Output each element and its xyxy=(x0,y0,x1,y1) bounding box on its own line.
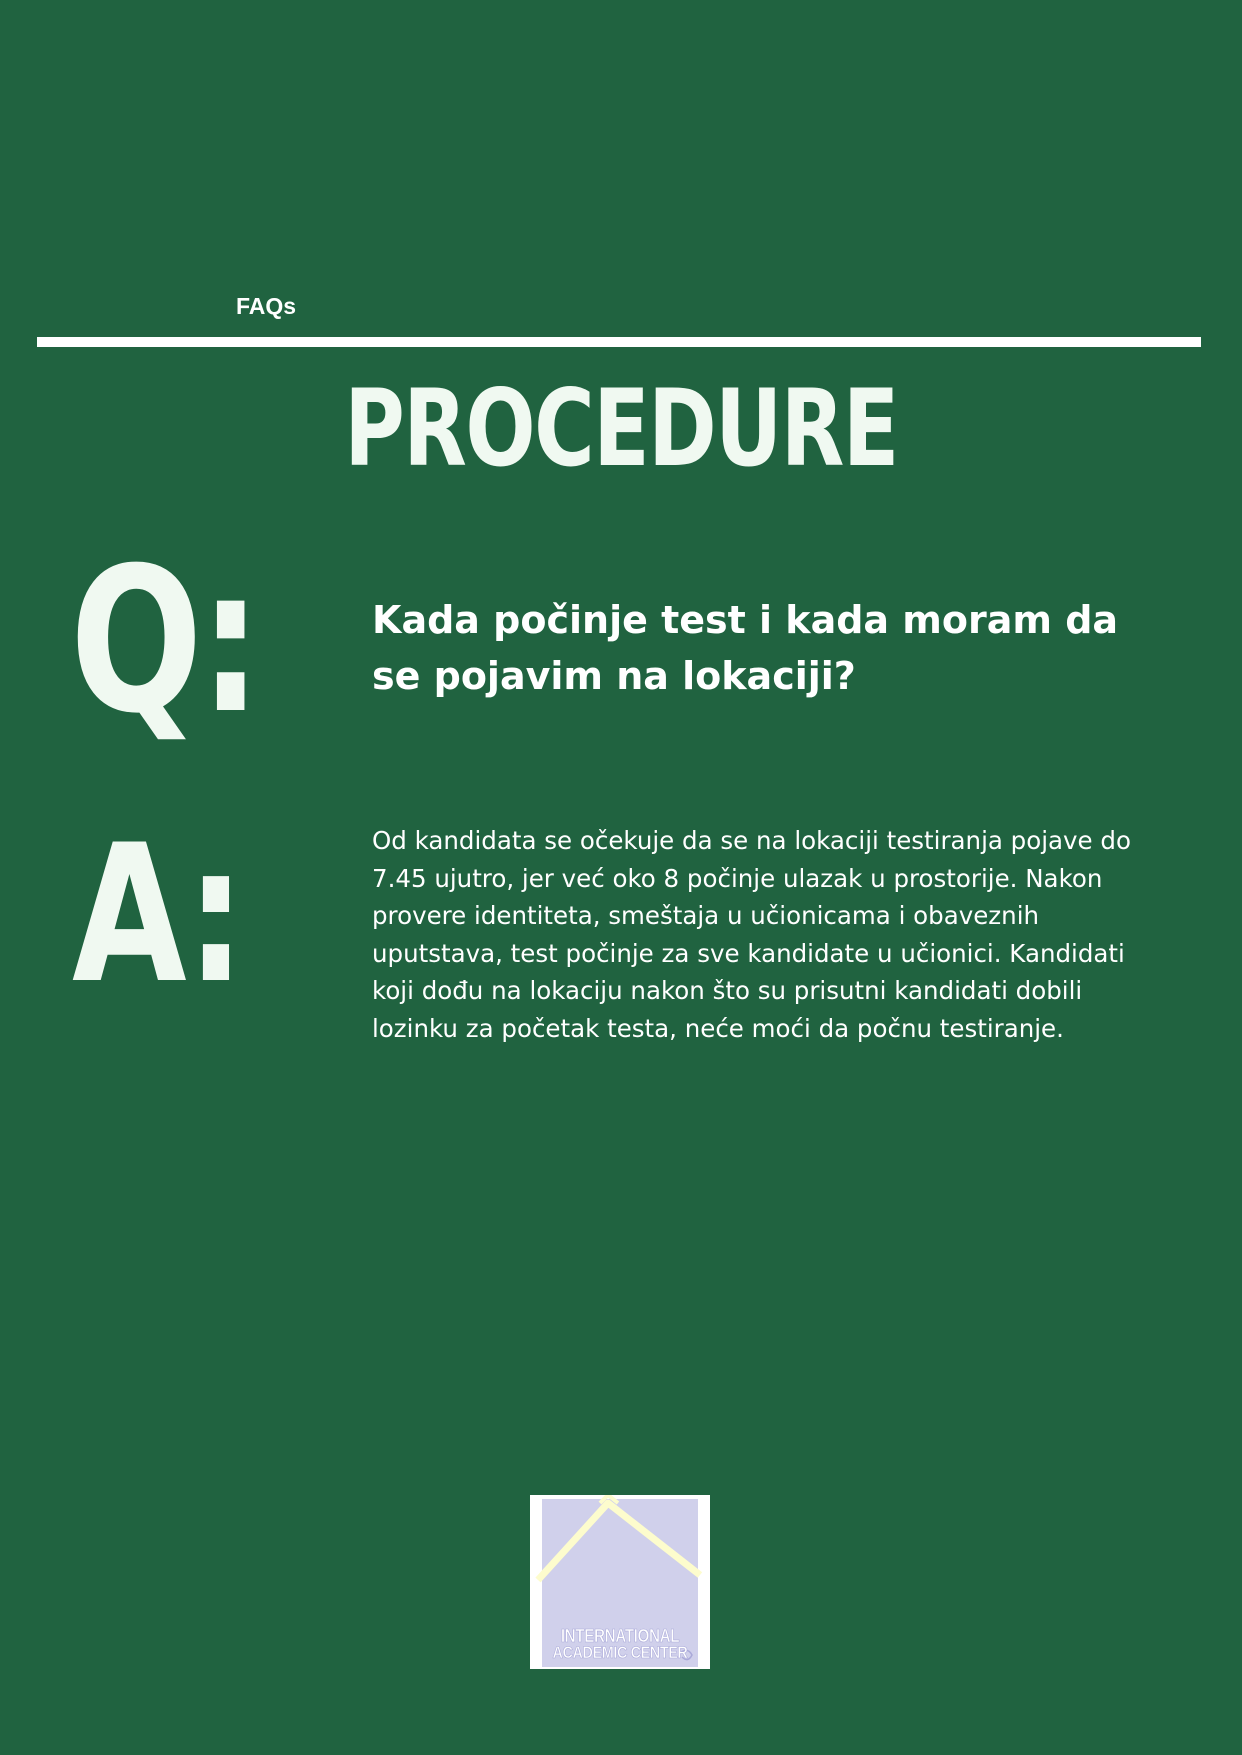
question-text: Kada počinje test i kada moram da se pojavim na lokaciji? xyxy=(372,598,1119,698)
logo-text-line1: INTERNATIONAL xyxy=(560,1626,680,1646)
divider xyxy=(37,337,1201,347)
section-label: FAQs xyxy=(236,293,297,319)
logo-text-line2: ACADEMIC CENTER xyxy=(552,1643,688,1662)
logo xyxy=(530,1495,710,1669)
answer-text: Od kandidata se očekuje da se na lokaciji testiranja pojave do 7.45 ujutro, jer već oko 8 počinje ulazak u prostorije. Nakon provere identiteta, smeštaja u učionicama i obaveznih uputstava, test počinje za sve kandidate u učionici. Kandidati koji dođu na lokaciju nakon što su prisutni kandidati dobili lozinku za početak testa, neće moći da počnu testiranje. xyxy=(372,826,1131,1043)
question-marker: Q: xyxy=(70,525,259,758)
answer-marker: A: xyxy=(72,804,243,1025)
page-title: PROCEDURE xyxy=(344,367,898,490)
